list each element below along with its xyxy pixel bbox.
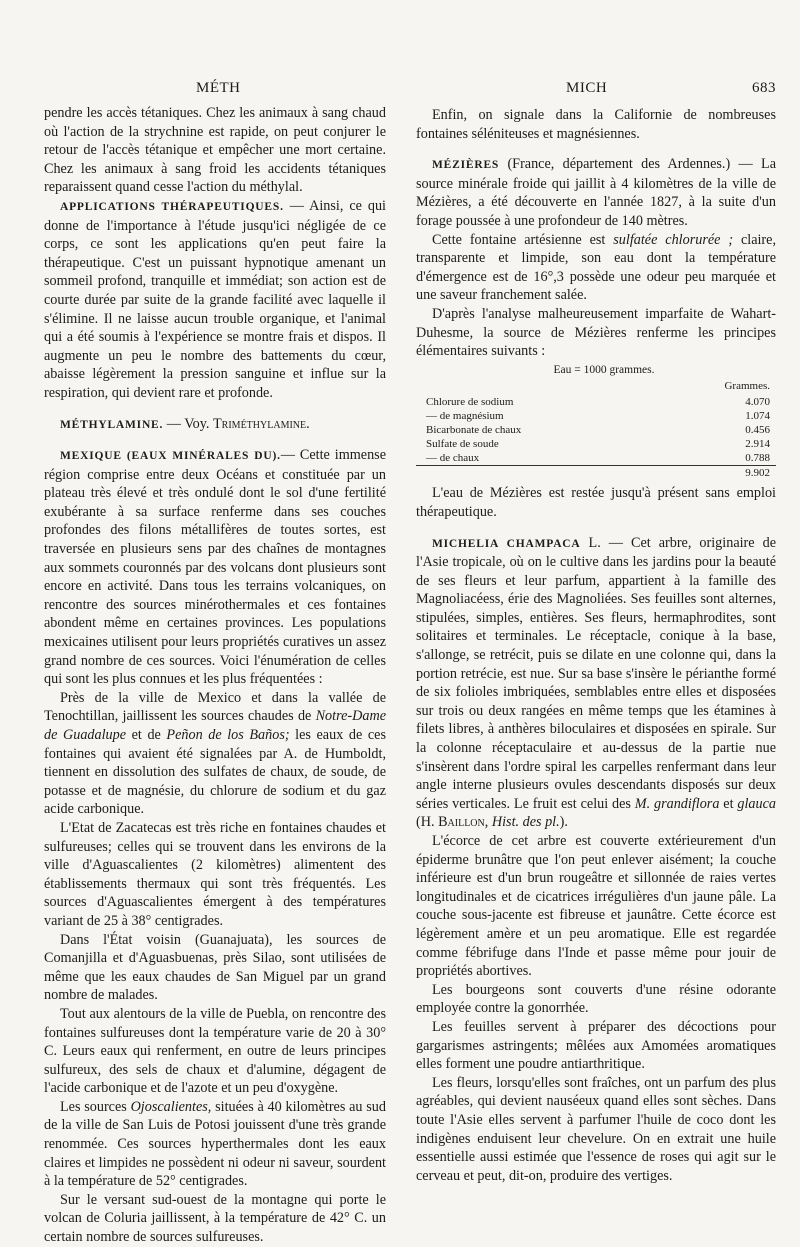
paragraph: L'eau de Mézières est restée jusqu'à présent sans emploi thérapeutique. bbox=[416, 485, 776, 520]
paragraph: Dans l'État voisin (Guanajuata), les sources de Comanjilla et d'Aguasbuenas, près Silao, sont utilisées de même que les eaux chaudes de San Miguel par un grand nombre de malades. bbox=[44, 931, 386, 1004]
entry-heading: MÉTHYLAMINE. bbox=[60, 418, 164, 431]
table-caption: Eau = 1000 grammes. bbox=[553, 363, 655, 376]
paragraph: D'après l'analyse malheureusement imparfaite de Wahart-Duhesme, la source de Mézières renferme les principes élémentaires suivants : bbox=[416, 305, 776, 360]
composition-table bbox=[416, 379, 776, 480]
entry-heading: MÉZIÈRES bbox=[432, 159, 500, 172]
entry-heading: MICHELIA CHAMPACA bbox=[432, 537, 581, 550]
table-row: — de chaux 0.788 bbox=[426, 452, 770, 465]
page-number: 683 bbox=[752, 80, 776, 96]
table-row: Chlorure de sodium 4.070 bbox=[426, 396, 770, 409]
paragraph: MEXIQUE (EAUX MINÉRALES DU).— Cette immense région comprise entre deux Océans et constituée par un plateau très élevé et très ondulé dont le sol d'une fertilité exubérante à sa surface renferme dans ses couches profondes des filons métallifères de toutes sortes, est traversée en plusieurs sens par des chaînes de montagnes aux sommets couronnés par des volcans dont plusieurs sont encore en activité. Dans tous les terrains volcaniques, on rencontre des sources minérothermales et ces fontaines abondent même en certaines provinces. Les populations mexicaines utilisent pour leurs propriétés curatives un assez grand nombre de ces sources. Voici l'énumération de celles qui sont les plus connues et les plus fréquentées : bbox=[44, 447, 386, 688]
paragraph: L'écorce de cet arbre est couverte extérieurement d'un épiderme brunâtre que l'on peut enlever aisément; la couche inférieure est d'un brun rougeâtre et sillonnée de raies vertes longitudinales et de cicatrices irrégulières d'un jaune pâle. La couche sous-jacente est fibreuse et jaunâtre. Cette écorce est légèrement amère et un peu aromatique. Elle est regardée comme fébrifuge dans l'Inde et passe même pour jouir de propriétés abortives. bbox=[416, 833, 776, 980]
paragraph: Les sources Ojoscalientes, situées à 40 kilomètres au sud de la ville de San Luis de Potosi jouissent d'une très grande renommée. Ces sources hyperthermales dont les eaux claires et limpides ne possèdent ni odeur ni saveur, sourdent à la température de 52° centigrades. bbox=[44, 1098, 386, 1190]
paragraph: Les feuilles servent à préparer des décoctions pour gargarismes astringents; mêlées aux Amomées aromatiques elles forment une poudre antiarthritique. bbox=[416, 1018, 776, 1073]
paragraph: Sur le versant sud-ouest de la montagne qui porte le volcan de Coluria jaillissent, à la température de 42° C. un certain nombre de sources sulfureuses. bbox=[44, 1191, 386, 1246]
paragraph: Les bourgeons sont couverts d'une résine odorante employée contre la gonorrhée. bbox=[416, 981, 776, 1017]
paragraph: Cette fontaine artésienne est sulfatée chlorurée ; claire, transparente et limpide, son eau dont la température d'émergence est de 16°,3 possède une odeur peu marquée et une saveur franchement salée. bbox=[416, 231, 776, 304]
right-column bbox=[416, 106, 776, 1185]
cross-reference: Triméthylamine. bbox=[213, 415, 310, 432]
paragraph: MÉTHYLAMINE. — Voy. Triméthylamine. bbox=[60, 415, 310, 432]
section-heading: APPLICATIONS THÉRAPEUTIQUES. bbox=[60, 200, 284, 213]
table-row: — de magnésium 1.074 bbox=[426, 410, 770, 423]
unit-label: Grammes. bbox=[724, 380, 770, 393]
paragraph: MÉZIÈRES (France, département des Ardennes.) — La source minérale froide qui jaillit à 4 kilomètres de la ville de Mézières, a été découverte en l'année 1827, à la suite d'un forage poussée à une profondeur de 140 mètres. bbox=[416, 156, 776, 229]
left-column bbox=[44, 104, 386, 1247]
table-total-row: 9.902 bbox=[416, 466, 776, 481]
paragraph: Enfin, on signale dans la Californie de nombreuses fontaines séléniteuses et magnésiennes. bbox=[416, 107, 776, 142]
paragraph: Tout aux alentours de la ville de Puebla, on rencontre des fontaines sulfureuses dont la température varie de 20 à 30° C. Leurs eaux qui renferment, en outre de leurs principes sulfureux, des sels de chaux et d'alumine, dégagent de l'acide carbonique et de l'azote et un peu d'oxygène. bbox=[44, 1005, 386, 1097]
running-header-left: MÉTH bbox=[196, 80, 241, 96]
paragraph: pendre les accès tétaniques. Chez les animaux à sang chaud où l'action de la strychnine est rapide, on peut conjurer le retour de l'accès tétanique et empêcher une mort certaine. Chez les animaux à sang froid les accidents tétaniques reparaissent quand cesse l'action du méthylal. bbox=[44, 105, 386, 196]
paragraph: MICHELIA CHAMPACA L. — Cet arbre, originaire de l'Asie tropicale, où on le cultive dans les jardins pour la beauté de ses fleurs et leur parfum, appartient à la famille des Magnoliacéess, érie des Magnoliées. Ses feuilles sont alternes, stipulées, simples, entières. Ses fleurs, hermaphrodites, sont solitaires et terminales. Le réceptacle, conique à la base, s'allonge, se retrécit, puis se dilate en une colonne qui, dans la portion retrécie, est nue. Sur sa base s'insère le périanthe formé de six folioles imbriquées, semblables entre elles et disposées sur trois ou deux rangées en même temps que les étamines à filets libres, à anthères biloculaires et disposées en spirale. Sur la colonne réceptaculaire et au-dessus de la partie nue s'insèrent dans l'ordre spiral les carpelles renfermant dans leur angle interne plusieurs ovules descendants disposés sur deux séries verticales. Le fruit est celui des M. grandiflora et glauca (H. Baillon, Hist. des pl.). bbox=[416, 534, 776, 831]
table-row: Bicarbonate de chaux 0.456 bbox=[426, 424, 770, 437]
entry-heading: MEXIQUE (EAUX MINÉRALES DU). bbox=[60, 450, 281, 463]
running-header-center: MICH bbox=[566, 80, 608, 96]
paragraph: L'Etat de Zacatecas est très riche en fontaines chaudes et sulfureuses; celles qui se trouvent dans les environs de la ville d'Aguascalientes (2 kilomètres) alimentent des établissements thermaux qui sont très fréquentés. Les sources d'Aguascalientes émergent à des températures variant de 25 à 38° centigrades. bbox=[44, 819, 386, 929]
paragraph: Les fleurs, lorsqu'elles sont fraîches, ont un parfum des plus agréables, qui devient nauséeux quand elles sont sèches. Dans toute l'Asie elles servent à parfumer l'huile de coco dont les indigènes enduisent leur chevelure. On en extrait une huile essentielle aussi estimée que l'essence de roses qui agit sur le cerveau et peut, dit-on, produire des vertiges. bbox=[416, 1074, 776, 1184]
paragraph: Près de la ville de Mexico et dans la vallée de Tenochtillan, jaillissent les sources chaudes de Notre-Dame de Guadalupe et de Peñon de los Baños; les eaux de ces fontaines qui avaient été signalées par A. de Humboldt, tiennent en dissolution des sulfates de chaux, de soude, de potasse et de magnésie, du chlorure de sodium et du gaz acide carbonique. bbox=[44, 689, 386, 818]
paragraph: APPLICATIONS THÉRAPEUTIQUES. — Ainsi, ce qui donne de l'importance à l'étude jusqu'ici négligée de ce corps, ce sont les applications qu'en peut faire la thérapeutique. C'est un puissant hypnotique amenant un sommeil profond, tranquille et immédiat; son action est de courte durée par suite de la grande facilité avec laquelle il s'élimine. Il ne laisse aucun trouble organique, et l'animal qui a été soumis à l'expérience se montre frais et dispos. Il augmente un peu le nombre des battements du cœur, abaisse légèrement la pression sanguine et influe sur la respiration, qui devient rare et profonde. bbox=[44, 197, 386, 401]
table-row: Sulfate de soude 2.914 bbox=[426, 438, 770, 451]
